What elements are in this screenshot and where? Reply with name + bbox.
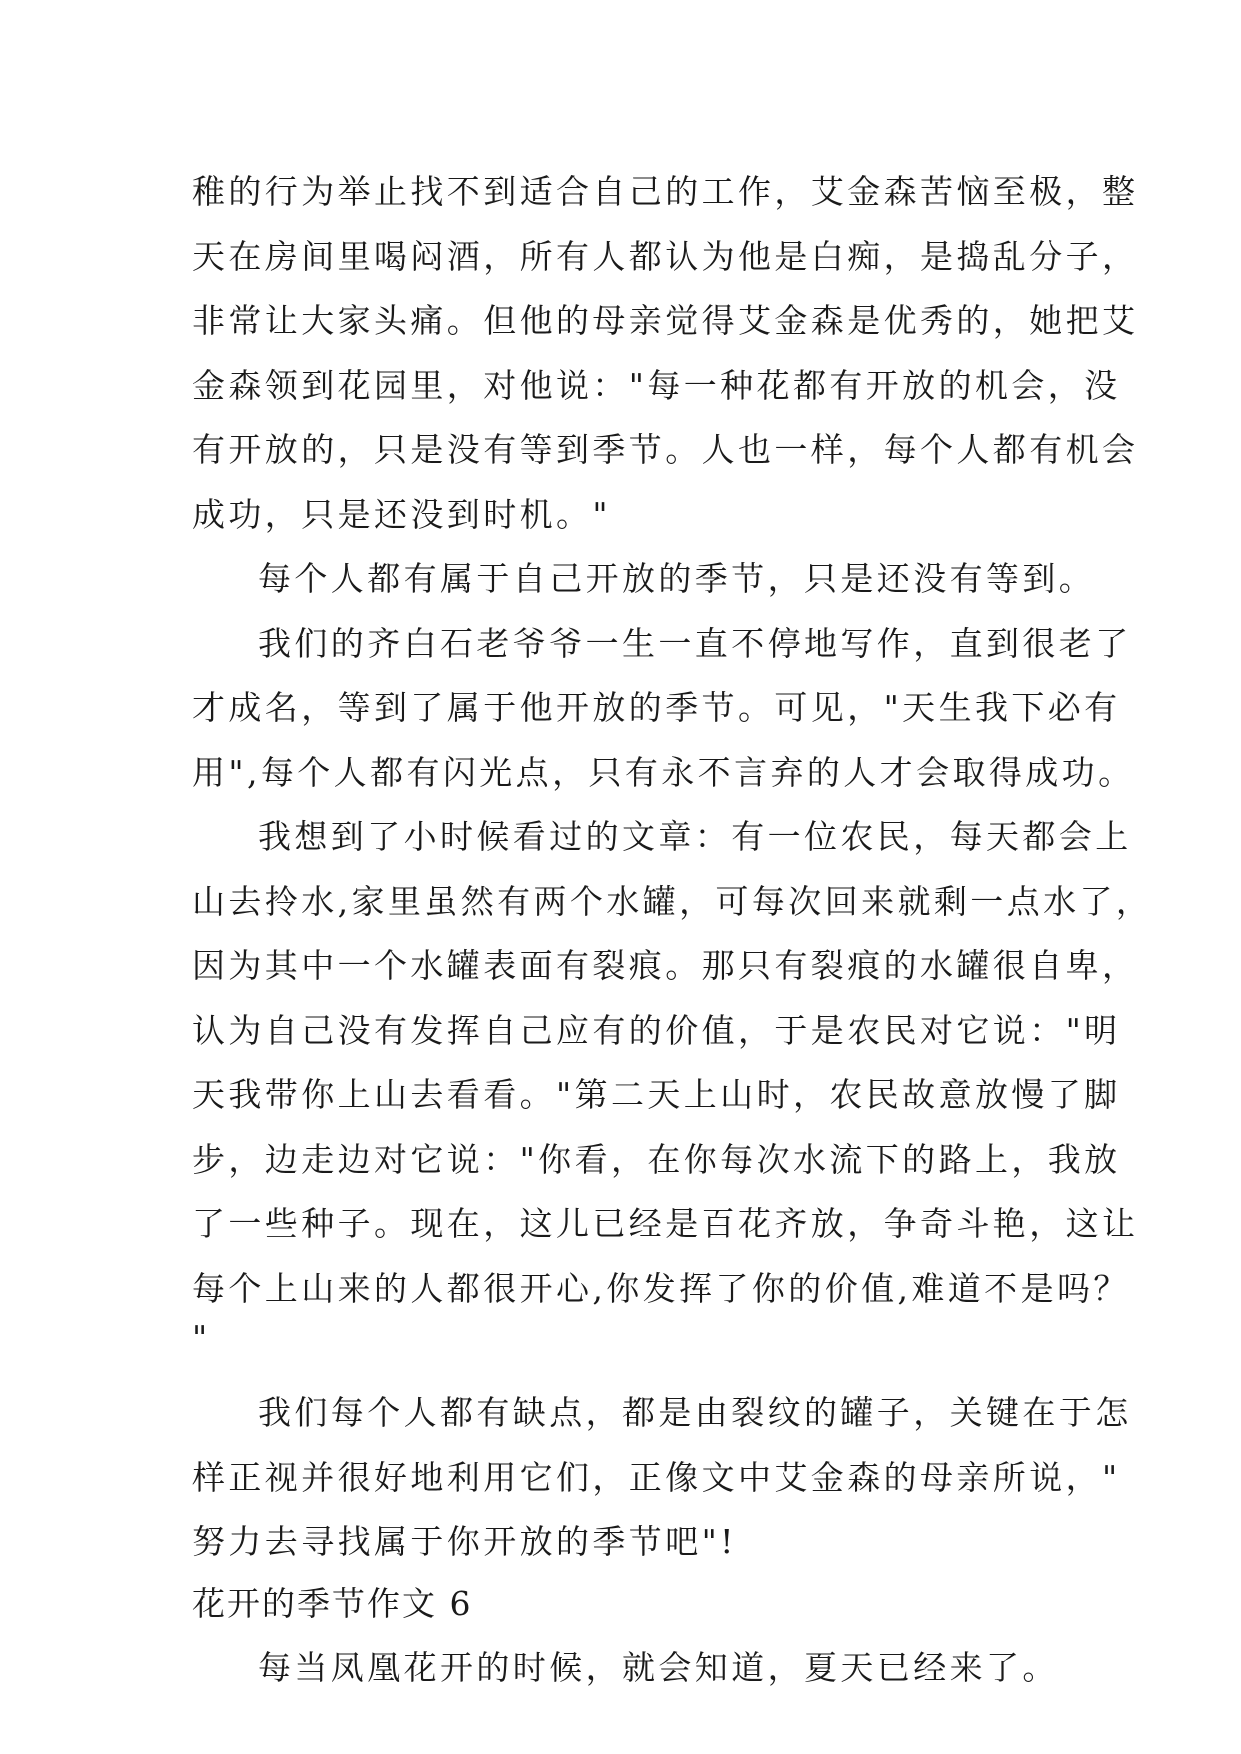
text-line: 金森领到花园里，对他说："每一种花都有开放的机会，没	[192, 366, 1121, 405]
section-heading: 花开的季节作文 6	[192, 1584, 473, 1623]
text-line: 天我带你上山去看看。"第二天上山时，农民故意放慢了脚	[192, 1075, 1121, 1114]
text-line: 步，边走边对它说："你看，在你每次水流下的路上，我放	[192, 1140, 1121, 1179]
text-line: 有开放的，只是没有等到季节。人也一样，每个人都有机会	[192, 430, 1139, 469]
text-line: 认为自己没有发挥自己应有的价值，于是农民对它说："明	[192, 1011, 1121, 1050]
text-line: 成功，只是还没到时机。"	[192, 495, 611, 534]
text-line: 努力去寻找属于你开放的季节吧"!	[192, 1522, 737, 1561]
text-line: 天在房间里喝闷酒，所有人都认为他是白痴，是捣乱分子，	[192, 237, 1139, 276]
text-line: 才成名，等到了属于他开放的季节。可见，"天生我下必有	[192, 688, 1121, 727]
paragraph-start-line: 我们的齐白石老爷爷一生一直不停地写作，直到很老了	[258, 624, 1132, 663]
text-line: 因为其中一个水罐表面有裂痕。那只有裂痕的水罐很自卑，	[192, 946, 1139, 985]
paragraph-start-line: 我们每个人都有缺点，都是由裂纹的罐子，关键在于怎	[258, 1393, 1132, 1432]
text-line: 非常让大家头痛。但他的母亲觉得艾金森是优秀的，她把艾	[192, 301, 1139, 340]
paragraph-start-line: 每个人都有属于自己开放的季节，只是还没有等到。	[258, 559, 1096, 598]
text-line: 用",每个人都有闪光点，只有永不言弃的人才会取得成功。	[192, 753, 1135, 792]
paragraph-start-line: 我想到了小时候看过的文章：有一位农民，每天都会上	[258, 817, 1132, 856]
paragraph-start-line: 每当凤凰花开的时候，就会知道，夏天已经来了。	[258, 1648, 1059, 1687]
text-line: 每个上山来的人都很开心,你发挥了你的价值,难道不是吗？	[192, 1269, 1130, 1308]
text-line: 了一些种子。现在，这儿已经是百花齐放，争奇斗艳，这让	[192, 1204, 1139, 1243]
text-line: 稚的行为举止找不到适合自己的工作，艾金森苦恼至极，整	[192, 172, 1139, 211]
text-line: 样正视并很好地利用它们，正像文中艾金森的母亲所说，"	[192, 1458, 1121, 1497]
text-line: "	[192, 1318, 211, 1357]
text-line: 山去拎水,家里虽然有两个水罐，可每次回来就剩一点水了，	[192, 882, 1153, 921]
